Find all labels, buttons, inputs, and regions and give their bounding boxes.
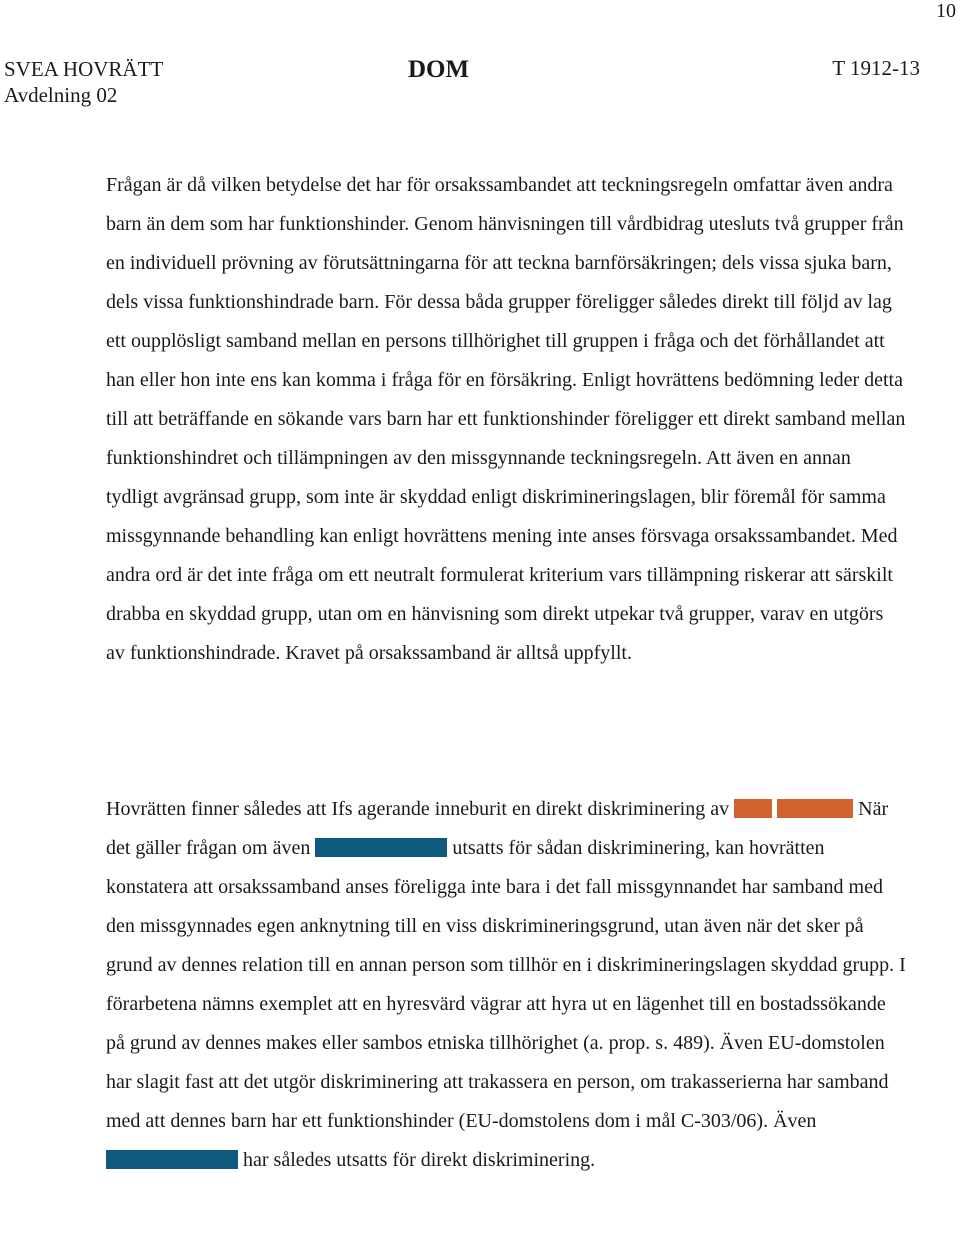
conclusion-text-4: har således utsatts för direkt diskriminering. — [243, 1149, 596, 1171]
redaction-block-orange-2 — [777, 799, 853, 818]
court-division: Avdelning 02 — [4, 83, 118, 107]
case-number: T 1912-13 — [832, 56, 920, 80]
conclusion-text-1: Hovrätten finner således att Ifs agerande inneburit en direkt diskriminering av — [106, 798, 730, 820]
court-name: SVEA HOVRÄTT — [4, 57, 164, 81]
redaction-block-orange-1 — [734, 799, 772, 818]
document-type: DOM — [408, 56, 470, 83]
redaction-block-blue-1 — [315, 838, 447, 857]
redaction-block-blue-2 — [106, 1150, 238, 1169]
conclusion-text-2: När det gäller frågan om även — [106, 798, 889, 859]
court-header — [4, 56, 163, 108]
page-number: 10 — [936, 0, 956, 22]
conclusion-text-3: utsatts för sådan diskriminering, kan hovrätten konstatera att orsakssamband anses föreligga inte bara i det fall missgynnandet har samband med den missgynnades egen anknytning till en viss diskrimineringsgrund, utan även när det sker på grund av dennes relation till en annan person som tillhör en i diskrimineringslagen skyddad grupp. I förarbetena nämns exemplet att en hyresvärd vägrar att hyra ut en lägenhet till en bostadssökande på grund av dennes makes eller sambos etniska tillhörighet (a. prop. s. 489). Även EU-domstolen har slagit fast att det utgör diskriminering att trakassera en person, om trakasserierna har samband med att dennes barn har ett funktionshinder (EU-domstolens dom i mål C-303/06). Även — [106, 837, 906, 1132]
paragraph-causation: Frågan är då vilken betydelse det har för orsakssambandet att teckningsregeln omfattar även andra barn än dem som har funktionshinder. Genom hänvisningen till vårdbidrag utesluts två grupper från en individuell prövning av förutsättningarna för att teckna barnförsäkringen; dels vissa sjuka barn, dels vissa funktionshindrade barn. För dessa båda grupper föreligger således direkt till följd av lag ett oupplösligt samband mellan en persons tillhörighet till gruppen i fråga och det förhållandet att han eller hon inte ens kan komma i fråga för en försäkring. Enligt hovrättens bedömning leder detta till att beträffande en sökande vars barn har ett funktionshinder föreligger ett direkt samband mellan funktionshindret och tillämpningen av den missgynnande teckningsregeln. Att även en annan tydligt avgränsad grupp, som inte är skyddad enligt diskrimineringslagen, blir föremål för samma missgynnande behandling kan enligt hovrättens mening inte anses försvaga orsakssambandet. Med andra ord är det inte fråga om ett neutralt formulerat kriterium vars tillämpning riskerar att särskilt drabba en skyddad grupp, utan om en hänvisning som direkt utpekar två grupper, varav en utgörs av funktionshindrade. Kravet på orsakssamband är alltså uppfyllt. — [106, 174, 906, 664]
paragraph-conclusion — [106, 790, 906, 1180]
